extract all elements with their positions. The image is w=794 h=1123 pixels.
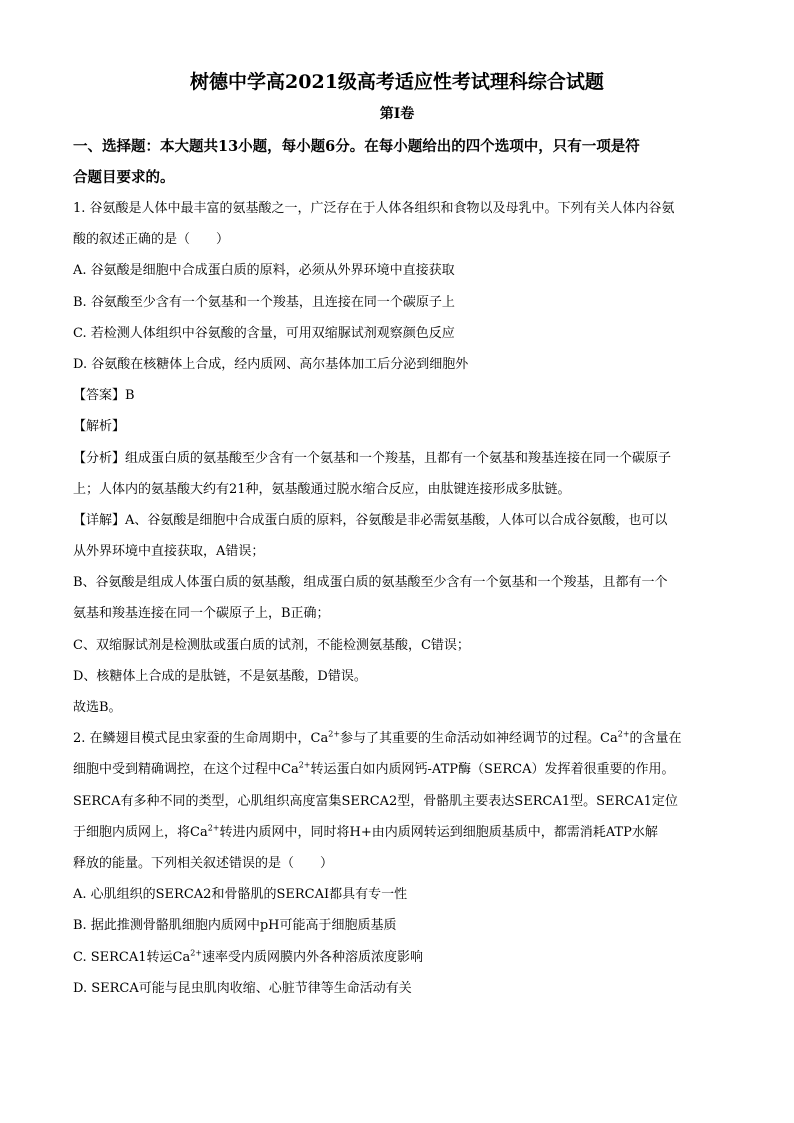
q2-stem-line2: [73, 760, 723, 780]
volume-heading: 第I卷: [379, 106, 415, 122]
q2-option-b: B. 据此推测骨骼肌细胞内质网中pH可能高于细胞质基质: [73, 918, 397, 934]
q2-option-d: D. SERCA可能与昆虫肌肉收缩、心脏节律等生命活动有关: [73, 980, 412, 996]
q1-c-line: C、双缩脲试剂是检测肽或蛋白质的试剂，不能检测氨基酸，C错误；: [73, 637, 470, 653]
text-span: 转进内质网中，同时将H+由内质网转运到细胞质基质中，都需消耗ATP水解: [219, 824, 658, 840]
q2-stem-line1: [73, 729, 723, 749]
q1-analysis-label: 【解析】: [73, 419, 126, 435]
q1-b-line1: B、谷氨酸是组成人体蛋白质的氨基酸，组成蛋白质的氨基酸至少含有一个氨基和一个羧基，且都有一个: [73, 575, 668, 591]
q1-stem-line2: 酸的叙述正确的是（ ）: [73, 232, 230, 248]
text-span: C. SERCA1转运Ca: [73, 949, 191, 965]
superscript: 2+: [190, 948, 203, 958]
q1-d-line: D、核糖体上合成的是肽链，不是氨基酸，D错误。: [73, 668, 367, 684]
q1-option-d: D. 谷氨酸在核糖体上合成，经内质网、高尔基体加工后分泌到细胞外: [73, 356, 469, 372]
page-title: 树德中学高2021级高考适应性考试理科综合试题: [190, 71, 604, 93]
q2-stem-line3: SERCA有多种不同的类型，心肌组织高度富集SERCA2型，骨骼肌主要表达SERCA1型。SERCA1定位: [73, 793, 678, 809]
text-span: 于细胞内质网上，将Ca: [73, 824, 208, 840]
superscript: 2+: [298, 761, 311, 771]
exam-body: [73, 137, 723, 1010]
q1-b-line2: 氨基和羧基连接在同一个碳原子上，B正确；: [73, 606, 330, 622]
text-span: 转运蛋白如内质网钙-ATP酶（SERCA）发挥着很重要的作用。: [310, 762, 675, 778]
q1-xiangjie-line1: 【详解】A、谷氨酸是细胞中合成蛋白质的原料，谷氨酸是非必需氨基酸，人体可以合成谷氨酸，也可以: [73, 512, 668, 528]
q2-stem-line4: [73, 823, 723, 843]
text-span: 的含量在: [629, 731, 682, 747]
q1-fenxi-line2: 上；人体内的氨基酸大约有21种，氨基酸通过脱水缩合反应，由肽键连接形成多肽链。: [73, 481, 571, 497]
q1-option-b: B. 谷氨酸至少含有一个氨基和一个羧基，且连接在同一个碳原子上: [73, 294, 455, 310]
q1-fenxi-line1: 【分析】组成蛋白质的氨基酸至少含有一个氨基和一个羧基，且都有一个氨基和羧基连接在同一个碳原子: [73, 450, 672, 466]
q1-xiangjie-line2: 从外界环境中直接获取，A错误；: [73, 544, 265, 560]
q2-option-c: [73, 948, 723, 968]
superscript: 2+: [328, 729, 341, 739]
superscript: 2+: [207, 823, 220, 833]
q2-option-a: A. 心肌组织的SERCA2和骨骼肌的SERCAI都具有专一性: [73, 887, 408, 903]
section-heading-line1: 一、选择题：本大题共13小题，每小题6分。在每小题给出的四个选项中，只有一项是符: [73, 138, 640, 155]
text-span: 细胞中受到精确调控，在这个过程中Ca: [73, 762, 299, 778]
q2-stem-line5: 释放的能量。下列相关叙述错误的是（ ）: [73, 855, 334, 871]
superscript: 2+: [617, 729, 630, 739]
text-span: 速率受内质网膜内外各种溶质浓度影响: [202, 949, 424, 965]
text-span: 参与了其重要的生命活动如神经调节的过程。Ca: [340, 731, 618, 747]
q1-conclusion: 故选B。: [73, 700, 122, 715]
q1-option-a: A. 谷氨酸是细胞中合成蛋白质的原料，必须从外界环境中直接获取: [73, 263, 455, 279]
q1-answer: 【答案】B: [73, 388, 135, 404]
text-span: 2. 在鳞翅目模式昆虫家蚕的生命周期中，Ca: [73, 731, 329, 747]
q1-option-c: C. 若检测人体组织中谷氨酸的含量，可用双缩脲试剂观察颜色反应: [73, 325, 455, 341]
q1-stem-line1: 1. 谷氨酸是人体中最丰富的氨基酸之一，广泛存在于人体各组织和食物以及母乳中。下列有关人体内谷氨: [73, 201, 675, 216]
section-heading-line2: 合题目要求的。: [73, 169, 175, 186]
